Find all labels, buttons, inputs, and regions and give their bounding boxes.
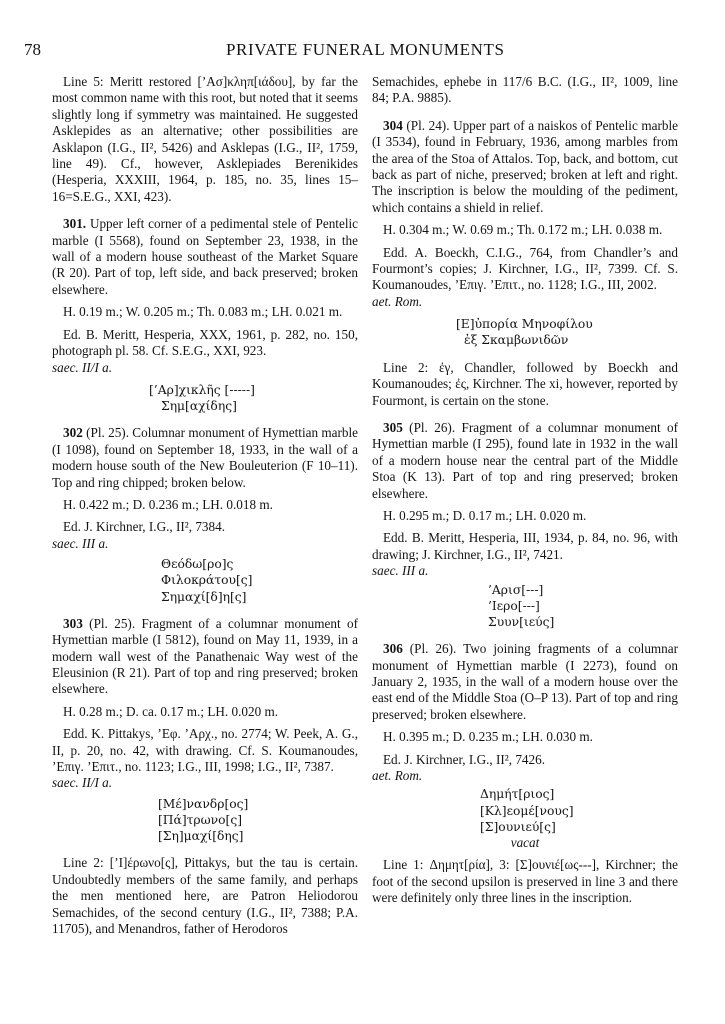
entry-306-description: 306 (Pl. 26). Two joining fragments of a columnar monument of Hymettian marble (I 2273), found on January 2, 1935, in the wall of a modern house over the east end of the Middle Stoa (O–P 13). Part of top and ring preserved; broken elsewhere. — [372, 641, 679, 722]
entry-302-editions: Ed. J. Kirchner, I.G., II², 7384. — [63, 519, 226, 535]
inscription-line: Συυν[ιεύς] — [488, 614, 555, 629]
inscription-line: [Μέ]νανδρ[ος] — [158, 796, 249, 811]
entry-302-dimensions: H. 0.422 m.; D. 0.236 m.; LH. 0.018 m. — [63, 496, 273, 512]
entry-306-inscription — [480, 786, 678, 835]
vacat-label: vacat — [510, 835, 540, 851]
inscription-line: Δημήτ[ριος] — [480, 787, 555, 802]
entry-302-inscription — [161, 556, 358, 605]
inscription-line: [Κλ]εομέ[νους] — [480, 803, 574, 818]
inscription-line: Σημαχί[δ]η[ς] — [161, 589, 247, 604]
continuation-note: Line 5: Meritt restored [’Ασ]κληπ[ιάδου], by far the most common name with this root, but noted that it seems slightly long if symmetry was maintained. He suggested Asklepides as an alternative; other possibilities are Asklapon (I.G., II², 5426) and Asklepas (I.G., II², 1759, line 49). Cf., however, Asklepiades Berenikides (Hesperia, XXXIII, 1964, p. 185, no. 35, lines 15–16=S.E.G., XXI, 423). — [52, 74, 358, 204]
continuation-note: Semachides, ephebe in 117/6 B.C. (I.G., II², 1009, line 84; P.A. 9885). — [372, 74, 678, 106]
entry-303-date: saec. II/I a. — [52, 775, 113, 791]
running-title: PRIVATE FUNERAL MONUMENTS — [226, 40, 505, 59]
entry-304-inscription — [456, 316, 678, 348]
entry-303-editions: Edd. K. Pittakys, ’Εφ. ’Αρχ., no. 2774; W. Peek, A. G., II, p. 20, no. 42, with drawing. Cf. S. Koumanoudes, ’Επιγ. ’Επιτ., no. 1123; I.G., III, 1998; I.G., II², 7387. — [52, 726, 358, 775]
entry-303-inscription — [158, 796, 358, 845]
entry-306-date: aet. Rom. — [372, 768, 423, 784]
entry-305-description: 305 (Pl. 26). Fragment of a columnar monument of Hymettian marble (I 295), found late in 1932 in the wall of a modern house near the central part of the Middle Stoa (K 13). Part of top and ring preserved; broken elsewhere. — [372, 419, 679, 501]
entry-306-editions: Ed. J. Kirchner, I.G., II², 7426. — [383, 751, 546, 767]
inscription-line: [Ση]μαχί[δης] — [158, 829, 244, 844]
entry-305-dimensions: H. 0.295 m.; D. 0.17 m.; LH. 0.020 m. — [383, 507, 587, 523]
inscription-line: ’Αρισ[---] — [488, 582, 544, 597]
entry-301-inscription — [149, 382, 358, 414]
entry-306-note: Line 1: Δημητ[ρία], 3: [Σ]ουνιέ[ως---], Kirchner; the foot of the second upsilon is preserved in line 3 and there were definitely only three lines in the inscription. — [372, 857, 678, 906]
inscription-line: [Σ]ουνιεύ[ς] — [480, 819, 556, 834]
inscription-line: [Ε]ὐπορία Μηνοφίλου — [456, 317, 593, 332]
page-number: 78 — [24, 40, 41, 59]
inscription-line: ἐξ Σκαμβωνιδῶν — [464, 333, 569, 348]
entry-number: 304 — [383, 117, 403, 133]
entry-305-inscription — [488, 582, 678, 631]
entry-303-description: 303 (Pl. 25). Fragment of a columnar monument of Hymettian marble (I 5812), found on May 11, 1939, in a modern wall west of the Panathenaic Way west of the Eleusinion (R 21). Part of top and ring preserved; broken elsewhere. — [52, 615, 359, 697]
entry-number: 301. — [63, 216, 87, 232]
entry-number: 302 — [63, 425, 83, 441]
entry-304-date: aet. Rom. — [372, 293, 423, 309]
entry-304-editions: Edd. A. Boeckh, C.I.G., 764, from Chandler’s and Fourmont’s copies; J. Kirchner, I.G., II², 7399. Cf. S. Koumanoudes, ’Επιγ. ’Επιτ., no. 1128; I.G., III, 2002. — [372, 244, 678, 293]
entry-305-date: saec. III a. — [372, 563, 429, 579]
entry-number: 305 — [383, 419, 403, 435]
inscription-line: Θεόδω[ρο]ς — [161, 557, 234, 572]
page-header — [0, 40, 725, 68]
inscription-line: Σημ[αχίδης] — [161, 399, 237, 414]
entry-304-dimensions: H. 0.304 m.; W. 0.69 m.; Th. 0.172 m.; LH. 0.038 m. — [383, 222, 663, 238]
entry-number: 303 — [63, 615, 83, 631]
entry-number: 306 — [383, 641, 403, 657]
inscription-line: [’Αρ]χικλῆς [-----] — [149, 382, 255, 397]
entry-302-date: saec. III a. — [52, 535, 109, 551]
right-column — [372, 74, 678, 907]
entry-301-date: saec. II/I a. — [52, 359, 113, 375]
entry-303-note: Line 2: [’Ι]έρωνο[ς], Pittakys, but the tau is certain. Undoubtedly members of the same family, and perhaps the men mentioned here, are Patron Heliodorou Semachides, of the second century (I.G., II², 7388; P.A. 11705), and Menandros, father of Herodoros — [52, 855, 358, 937]
inscription-line: Φιλοκράτου[ς] — [161, 573, 253, 588]
entry-306-dimensions: H. 0.395 m.; D. 0.235 m.; LH. 0.030 m. — [383, 729, 593, 745]
entry-301-description: 301. Upper left corner of a pedimental stele of Pentelic marble (I 5568), found on September 23, 1938, in the wall of a modern house southeast of the Market Square (R 20). Part of top, left side, and back preserved; broken elsewhere. — [52, 216, 359, 297]
inscription-line: [Πά]τρωνο[ς] — [158, 813, 243, 828]
entry-304-description: 304 (Pl. 24). Upper part of a naiskos of Pentelic marble (I 3534), found in February, 1936, among marbles from the area of the Stoa of Attalos. Top, back, and bottom, cut back as part of niche, preserved; broken at left and right. The inscription is below the moulding of the pediment, which contains a shield in relief. — [372, 117, 679, 215]
entry-303-dimensions: H. 0.28 m.; D. ca. 0.17 m.; LH. 0.020 m. — [63, 703, 279, 719]
entry-304-note: Line 2: ἐγ, Chandler, followed by Boeckh and Koumanoudes; ἐς, Kirchner. The xi, however, reported by Fourmont, is certain on the stone. — [372, 359, 678, 408]
entry-301-dimensions: H. 0.19 m.; W. 0.205 m.; Th. 0.083 m.; LH. 0.021 m. — [63, 304, 343, 320]
entry-305-editions: Edd. B. Meritt, Hesperia, III, 1934, p. 84, no. 96, with drawing; J. Kirchner, I.G., II², 7421. — [372, 530, 678, 562]
entry-302-description: 302 (Pl. 25). Columnar monument of Hymettian marble (I 1098), found on September 18, 1933, in the wall of a modern house south of the New Bouleuterion (F 10–11). Top and ring chipped; broken below. — [52, 425, 359, 490]
inscription-line: ’Ιερο[---] — [488, 598, 540, 613]
left-column — [52, 74, 358, 937]
entry-301-editions: Ed. B. Meritt, Hesperia, XXX, 1961, p. 282, no. 150, photograph pl. 58. Cf. S.E.G., XXI, 923. — [52, 326, 358, 359]
